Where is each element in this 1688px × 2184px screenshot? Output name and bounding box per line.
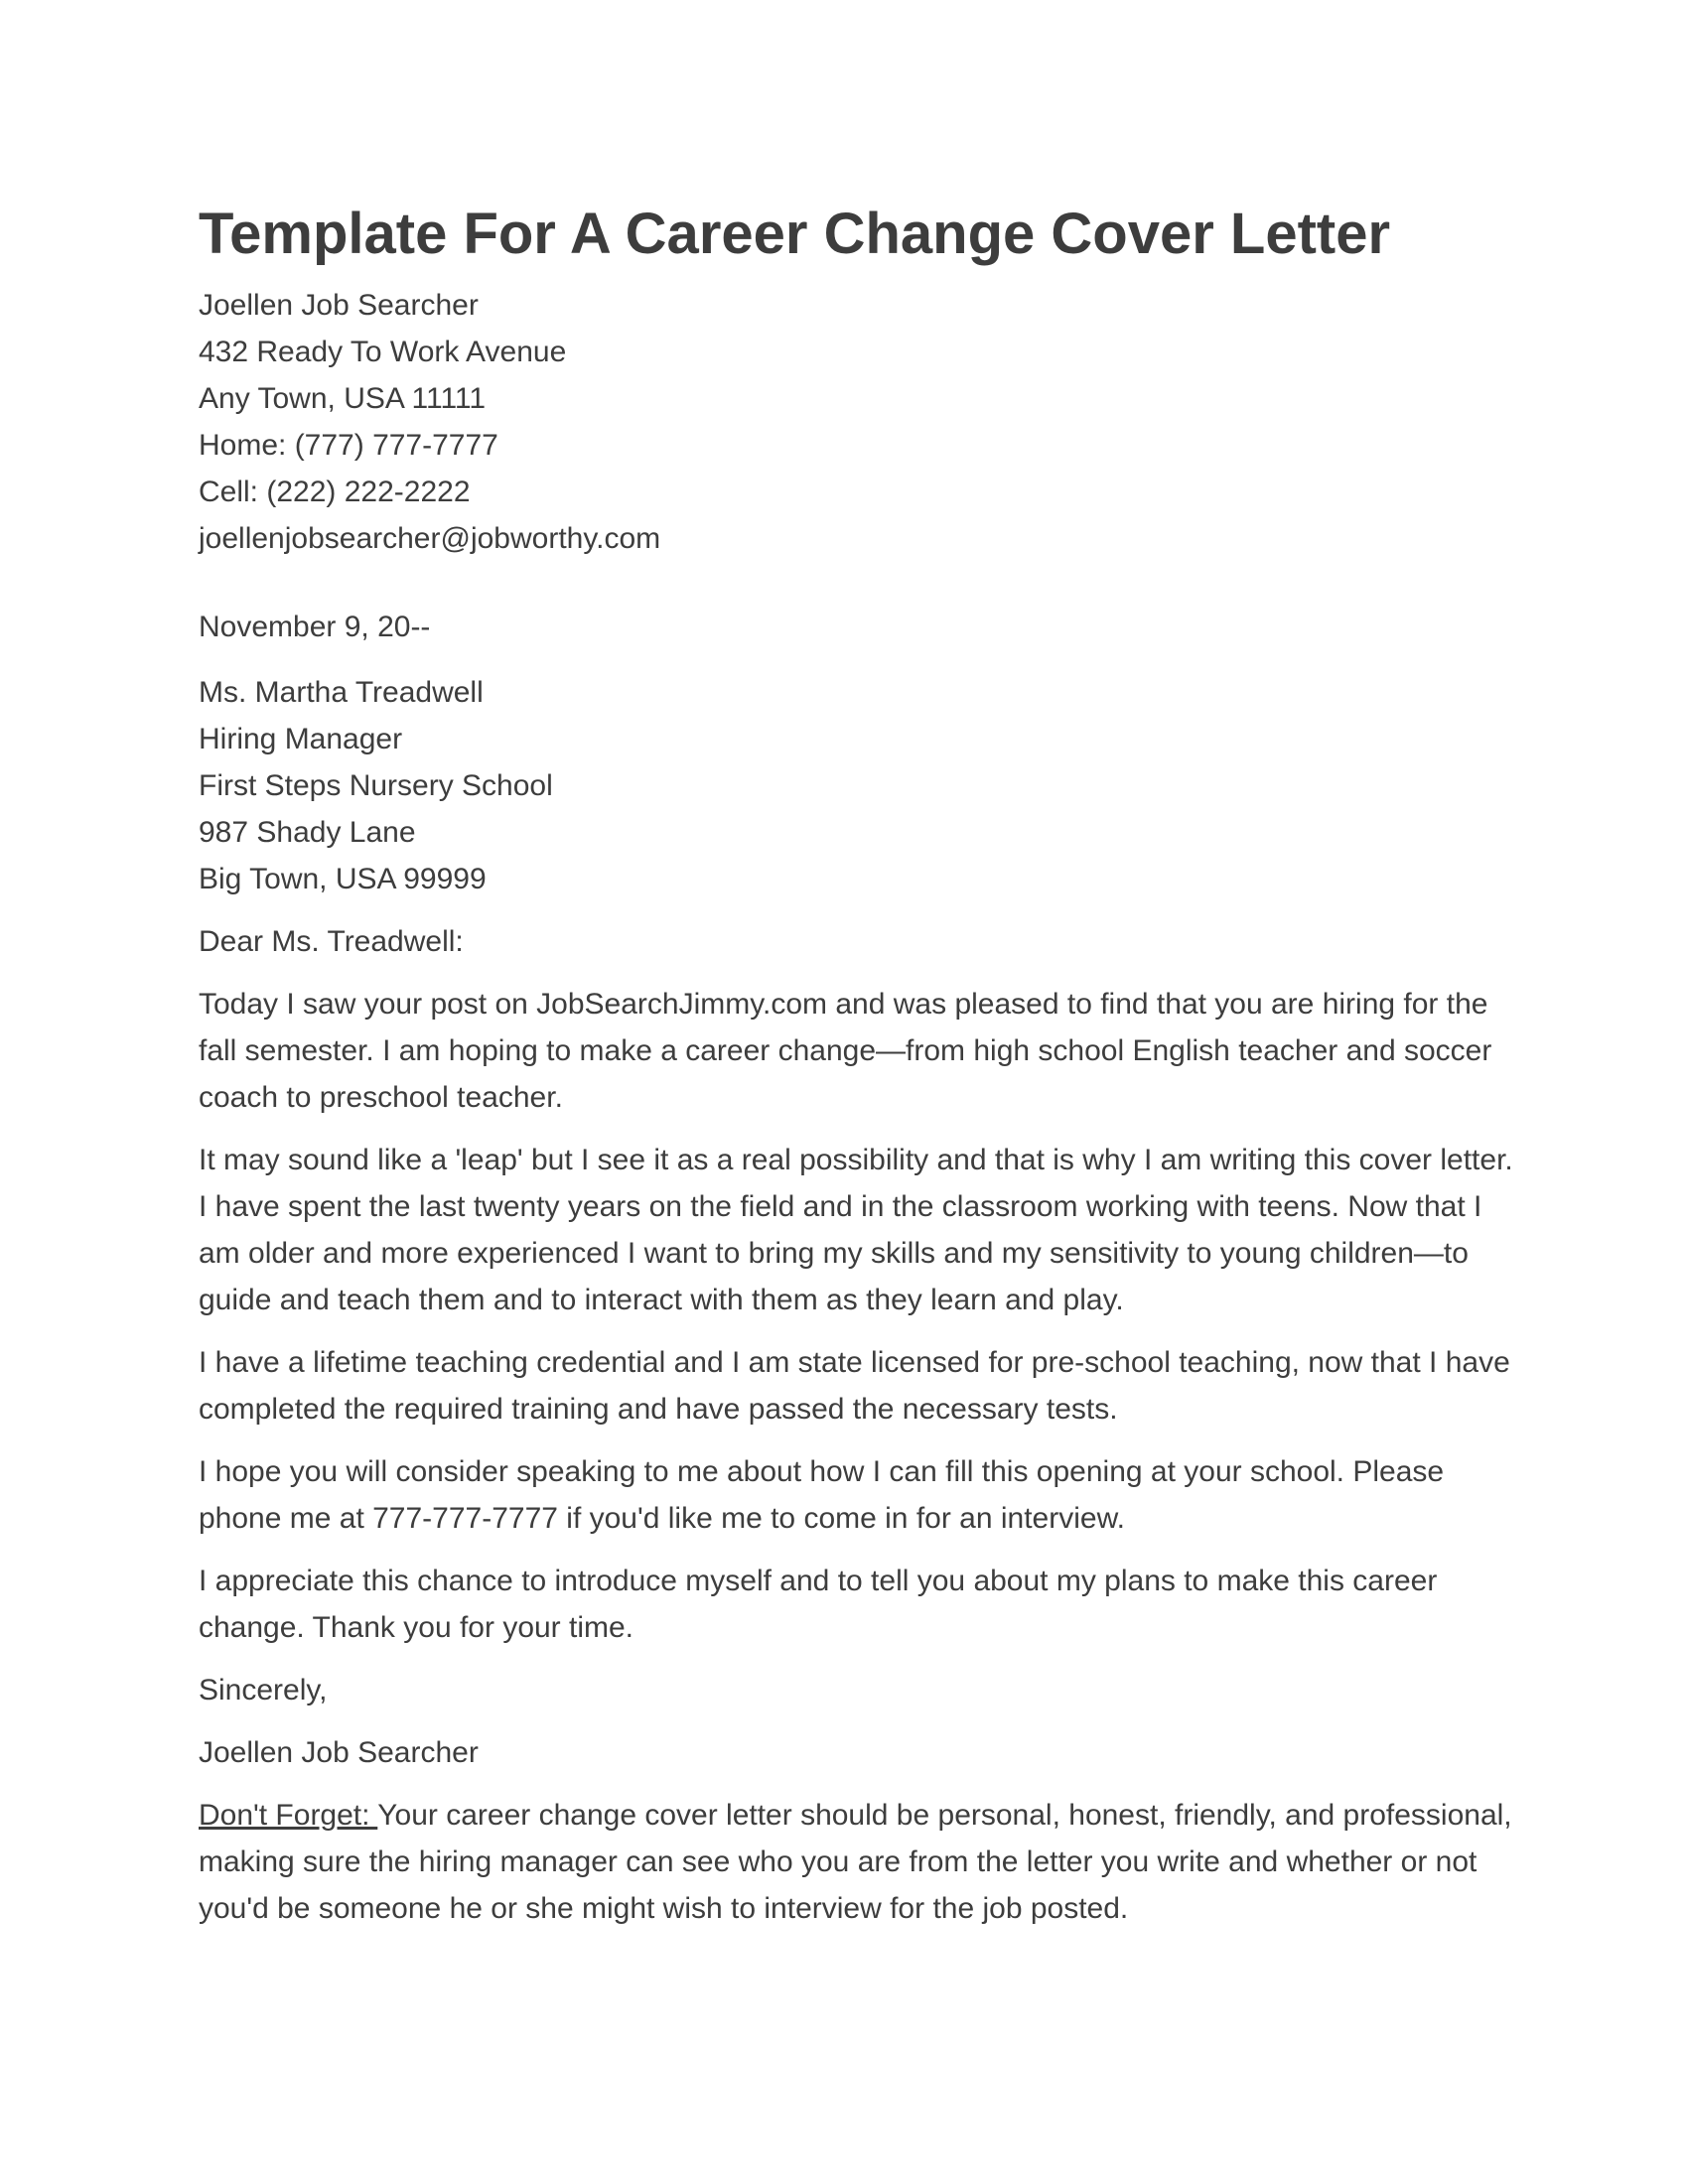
page-title: Template For A Career Change Cover Letter xyxy=(199,202,1391,266)
recipient-street: 987 Shady Lane xyxy=(199,816,416,849)
sender-block xyxy=(199,282,1519,562)
letter-date: November 9, 20-- xyxy=(199,611,431,643)
body-paragraph-4: I hope you will consider speaking to me about how I can fill this opening at your school. Please phone me at 777-777-7777 if you'd like me to come in for an interview. xyxy=(199,1455,1445,1535)
footer-note-text: Your career change cover letter should be personal, honest, friendly, and professional, making sure the hiring manager can see who you are from the letter you write and whether or not you'd be someone he or she might wish to interview for the job posted. xyxy=(199,1799,1512,1925)
closing: Sincerely, xyxy=(199,1674,328,1706)
sender-cell-phone: Cell: (222) 222-2222 xyxy=(199,476,471,508)
body-paragraph-3: I have a lifetime teaching credential and I am state licensed for pre-school teaching, now that I have completed the required training and have passed the necessary tests. xyxy=(199,1346,1510,1426)
recipient-name: Ms. Martha Treadwell xyxy=(199,676,484,709)
footer-note-label: Don't Forget: xyxy=(199,1799,378,1832)
recipient-city: Big Town, USA 99999 xyxy=(199,863,487,895)
footer-note xyxy=(199,1792,1519,1932)
sender-street: 432 Ready To Work Avenue xyxy=(199,336,567,368)
recipient-company: First Steps Nursery School xyxy=(199,769,553,802)
salutation: Dear Ms. Treadwell: xyxy=(199,925,464,958)
recipient-job-title: Hiring Manager xyxy=(199,723,403,755)
sender-city: Any Town, USA 11111 xyxy=(199,382,487,415)
sender-email: joellenjobsearcher@jobworthy.com xyxy=(199,522,661,555)
sender-name: Joellen Job Searcher xyxy=(199,289,479,322)
body-paragraph-5: I appreciate this chance to introduce myself and to tell you about my plans to make this career change. Thank you for your time. xyxy=(199,1565,1438,1644)
signature: Joellen Job Searcher xyxy=(199,1736,479,1769)
letter-content xyxy=(199,201,1519,1932)
body-paragraph-2: It may sound like a 'leap' but I see it as a real possibility and that is why I am writing this cover letter. I have spent the last twenty years on the field and in the classroom working with teens. Now that I am older and more experienced I want to bring my skills and my sensitivity to young children—to guide and teach them and to interact with them as they learn and play. xyxy=(199,1144,1513,1316)
recipient-block xyxy=(199,669,1519,902)
sender-home-phone: Home: (777) 777-7777 xyxy=(199,429,498,462)
body-paragraph-1: Today I saw your post on JobSearchJimmy.com and was pleased to find that you are hiring for the fall semester. I am hoping to make a career change—from high school English teacher and soccer coach to preschool teacher. xyxy=(199,988,1492,1114)
